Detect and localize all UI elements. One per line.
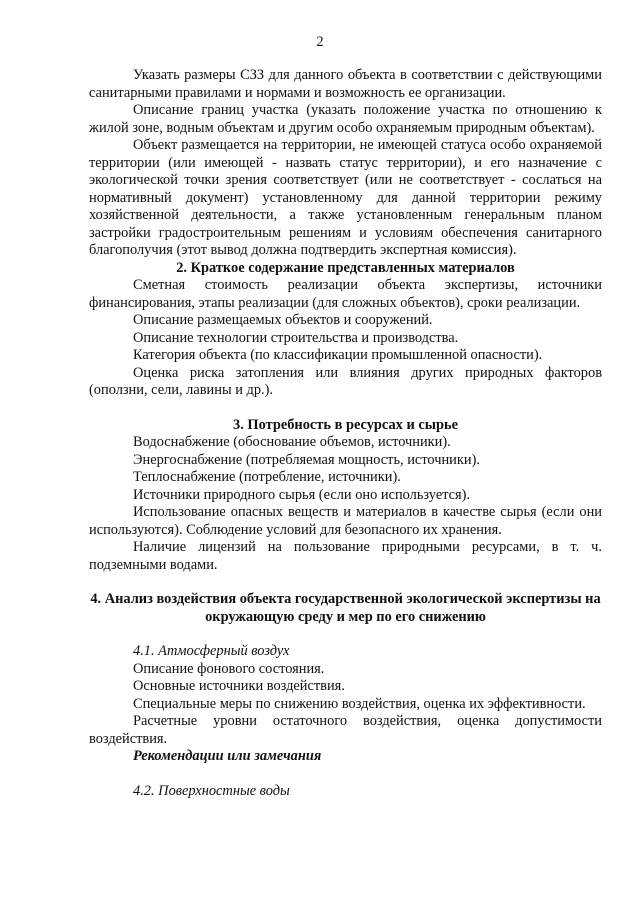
recommendations-label: Рекомендации или замечания [133,748,322,764]
paragraph-hazardous-substances: Использование опасных веществ и материалов в качестве сырья (если они используются). Соблюдение условий для безопасного их хранения. [89,504,602,538]
paragraph-flood-risk: Оценка риска затопления или влияния других природных факторов (оползни, сели, лавины и др.). [89,364,602,398]
document-body [89,67,602,800]
paragraph-site-borders: Описание границ участка (указать положение участка по отношению к жилой зоне, водным объектам и другим особо охраняемым природным объектам). [89,102,602,136]
section-heading-2: 2. Краткое содержание представленных материалов [176,259,515,276]
paragraph-raw-materials: Источники природного сырья (если оно используется). [133,486,471,503]
paragraph-power-supply: Энергоснабжение (потребляемая мощность, источники). [133,451,480,468]
paragraph-residual-impact: Расчетные уровни остаточного воздействия, оценка допустимости воздействия. [89,713,602,747]
paragraph-background: Описание фонового состояния. [133,660,325,677]
paragraph-sources: Основные источники воздействия. [133,678,345,694]
paragraph-cost: Сметная стоимость реализации объекта экспертизы, источники финансирования, этапы реализации (для сложных объектов), сроки реализации. [89,277,602,311]
subsection-heading-4-1: 4.1. Атмосферный воздух [133,643,290,659]
paragraph-measures: Специальные меры по снижению воздействия, оценка их эффективности. [133,695,586,712]
section-heading-4: 4. Анализ воздействия объекта государственной экологической экспертизы на окружающую среду и мер по его снижению [90,591,601,625]
paragraph-szz-size: Указать размеры СЗЗ для данного объекта в соответствии с действующими санитарными правилами и нормами и возможность ее организации. [89,67,602,101]
paragraph-licenses: Наличие лицензий на пользование природными ресурсами, в т. ч. подземными водами. [89,539,602,573]
page-number: 2 [316,34,324,50]
subsection-heading-4-2: 4.2. Поверхностные воды [133,782,290,799]
paragraph-technology: Описание технологии строительства и производства. [133,329,459,346]
paragraph-objects: Описание размещаемых объектов и сооружений. [133,312,433,328]
section-heading-3: 3. Потребность в ресурсах и сырье [233,416,458,433]
paragraph-territory-status: Объект размещается на территории, не имеющей статуса особо охраняемой территории (или имеющей - назвать статус территории), и его назначение с экологической точки зрения соответствует (или не соответствует - сослаться на нормативный документ) установленному для данной территории режиму хозяйственной деятельности, а также установленным генеральным планом застройки градостроительным решениям и условиям обеспечения санитарного благополучия (этот вывод должна подтвердить экспертная комиссия). [89,137,602,258]
paragraph-water-supply: Водоснабжение (обоснование объемов, источники). [133,434,451,450]
paragraph-heat-supply: Теплоснабжение (потребление, источники). [133,469,401,485]
paragraph-category: Категория объекта (по классификации промышленной опасности). [133,347,543,363]
